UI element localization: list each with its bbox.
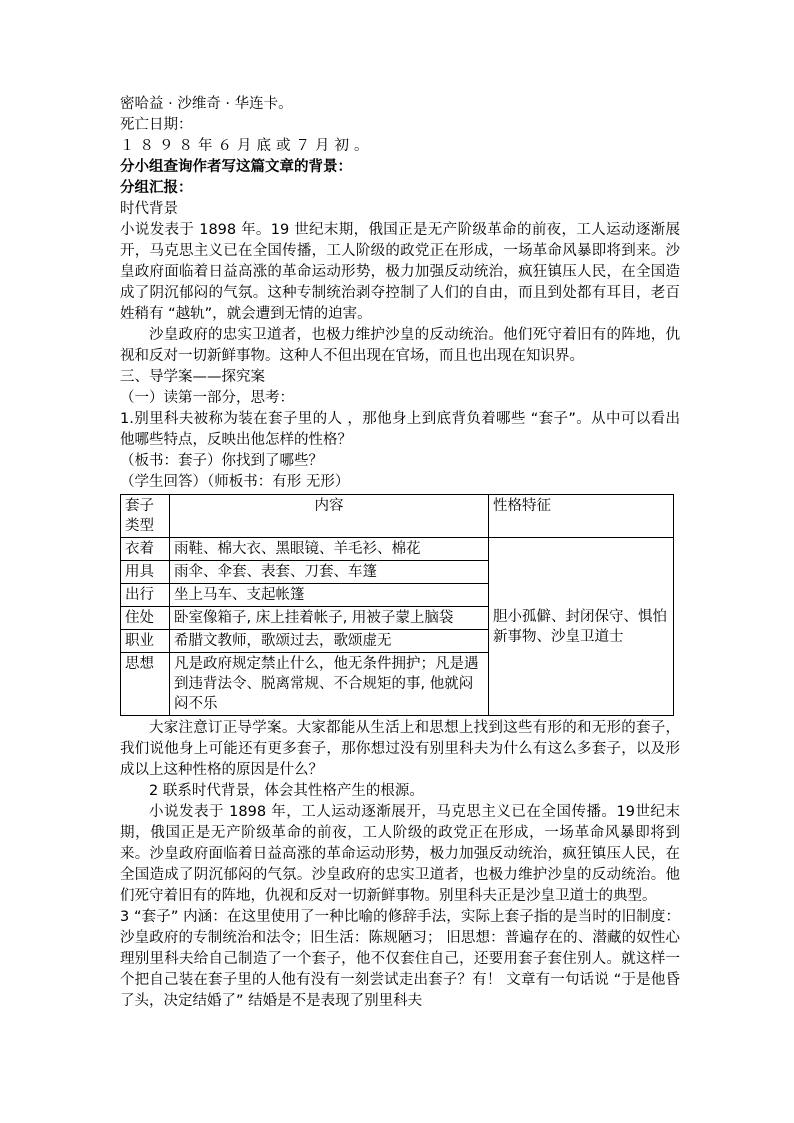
era-paragraph-1: 小说发表于 1898 年。19 世纪末期，俄国正是无产阶级革命的前夜，工人运动逐渐展开，马克思主义已在全国传播，工人阶级的政党正在形成，一场革命风暴即将到来。沙皇政府面临着日益高涨的革命运动形势，极力加强反动统治，疯狂镇压人民，在全国造成了阴沉郁闷的气氛。这种专制统治剥夺控制了人们的自由，而且到处都有耳目，老百姓稍有 “越轨”，就会遭到无情的迫害。 bbox=[120, 222, 680, 322]
after-paragraph-2: 2 联系时代背景，体会其性格产生的根源。 bbox=[149, 783, 424, 799]
question-1: 1.别里科夫被称为装在套子里的人 ，那他身上到底背负着哪些 “套子”。从中可以看出他哪些特点，反映出他怎样的性格？ bbox=[120, 411, 680, 448]
group-report-heading: 分组汇报： bbox=[120, 180, 193, 196]
row-type: 住处 bbox=[121, 607, 170, 630]
header-type: 套子类型 bbox=[121, 495, 170, 538]
row-type: 用具 bbox=[121, 561, 170, 584]
document-page bbox=[120, 94, 680, 1012]
subsection-heading: （一）读第一部分，思考： bbox=[120, 390, 294, 406]
trait-cell: 胆小孤僻、封闭保守、惧怕新事物、沙皇卫道士 bbox=[489, 538, 674, 716]
row-type: 衣着 bbox=[121, 538, 170, 561]
row-type: 出行 bbox=[121, 584, 170, 607]
row-content: 坐上马车、支起帐篷 bbox=[170, 584, 489, 607]
row-content: 雨伞、伞套、表套、刀套、车篷 bbox=[170, 561, 489, 584]
era-background-title: 时代背景 bbox=[120, 201, 178, 217]
author-name-line: 密哈益 · 沙维奇 · 华连卡。 bbox=[120, 96, 293, 112]
row-content: 卧室像箱子, 床上挂着帐子, 用被子蒙上脑袋 bbox=[170, 607, 489, 630]
death-date: １８９８年６月底或７月初。 bbox=[120, 138, 374, 154]
after-paragraph-1: 大家注意订正导学案。大家都能从生活上和思想上找到这些有形的和无形的套子，我们说他身上可能还有更多套子，那你想过没有别里科夫为什么有这么多套子，以及形成以上这种性格的原因是什么？ bbox=[120, 720, 680, 778]
row-content: 雨鞋、棉大衣、黑眼镜、羊毛衫、棉花 bbox=[170, 538, 489, 561]
board-note-2: （学生回答）（师板书：有形 无形） bbox=[120, 474, 350, 490]
shell-table bbox=[120, 494, 674, 716]
table-header-row bbox=[121, 495, 674, 538]
row-content: 凡是政府规定禁止什么，他无条件拥护；凡是遇到违背法令、脱离常规、不合规矩的事, 他就闷闷不乐 bbox=[170, 653, 489, 716]
row-content: 希腊文教师，歌颂过去，歌颂虚无 bbox=[170, 630, 489, 653]
after-paragraph-3: 小说发表于 1898 年，工人运动逐渐展开，马克思主义已在全国传播。19世纪末期，俄国正是无产阶级革命的前夜，工人阶级的政党正在形成，一场革命风暴即将到来。沙皇政府面临着日益高涨的革命运动形势，极力加强反动统治，疯狂镇压人民，在全国造成了阴沉郁闷的气氛。沙皇政府的忠实卫道者，也极力维护沙皇的反动统治。他们死守着旧有的阵地，仇视和反对一切新鲜事物。别里科夫正是沙皇卫道士的典型。 bbox=[120, 804, 680, 904]
era-paragraph-2: 沙皇政府的忠实卫道者，也极力维护沙皇的反动统治。他们死守着旧有的阵地，仇视和反对一切新鲜事物。这种人不但出现在官场，而且也出现在知识界。 bbox=[120, 327, 680, 364]
table-row bbox=[121, 538, 674, 561]
death-label: 死亡日期： bbox=[120, 117, 193, 133]
header-content: 内容 bbox=[170, 495, 489, 538]
row-type: 职业 bbox=[121, 630, 170, 653]
after-paragraph-4: 3 “套子” 内涵：在这里使用了一种比喻的修辞手法，实际上套子指的是当时的旧制度：沙皇政府的专制统治和法令；旧生活：陈规陋习； 旧思想：普遍存在的、潜藏的奴性心理别里科夫给自己制造了一个套子，他不仅套住自己，还要用套子套住别人。就这样一个把自己装在套子里的人他有没有一刻尝试走出套子？有！ 文章有一句话说 “于是他昏了头，决定结婚了” 结婚是不是表现了别里科夫 bbox=[120, 909, 680, 1009]
group-task-heading: 分小组查询作者写这篇文章的背景： bbox=[120, 159, 352, 175]
section-heading: 三、导学案——探究案 bbox=[120, 369, 265, 385]
row-type: 思想 bbox=[121, 653, 170, 716]
board-note-1: （板书：套子）你找到了哪些？ bbox=[120, 453, 323, 469]
header-trait: 性格特征 bbox=[489, 495, 674, 538]
